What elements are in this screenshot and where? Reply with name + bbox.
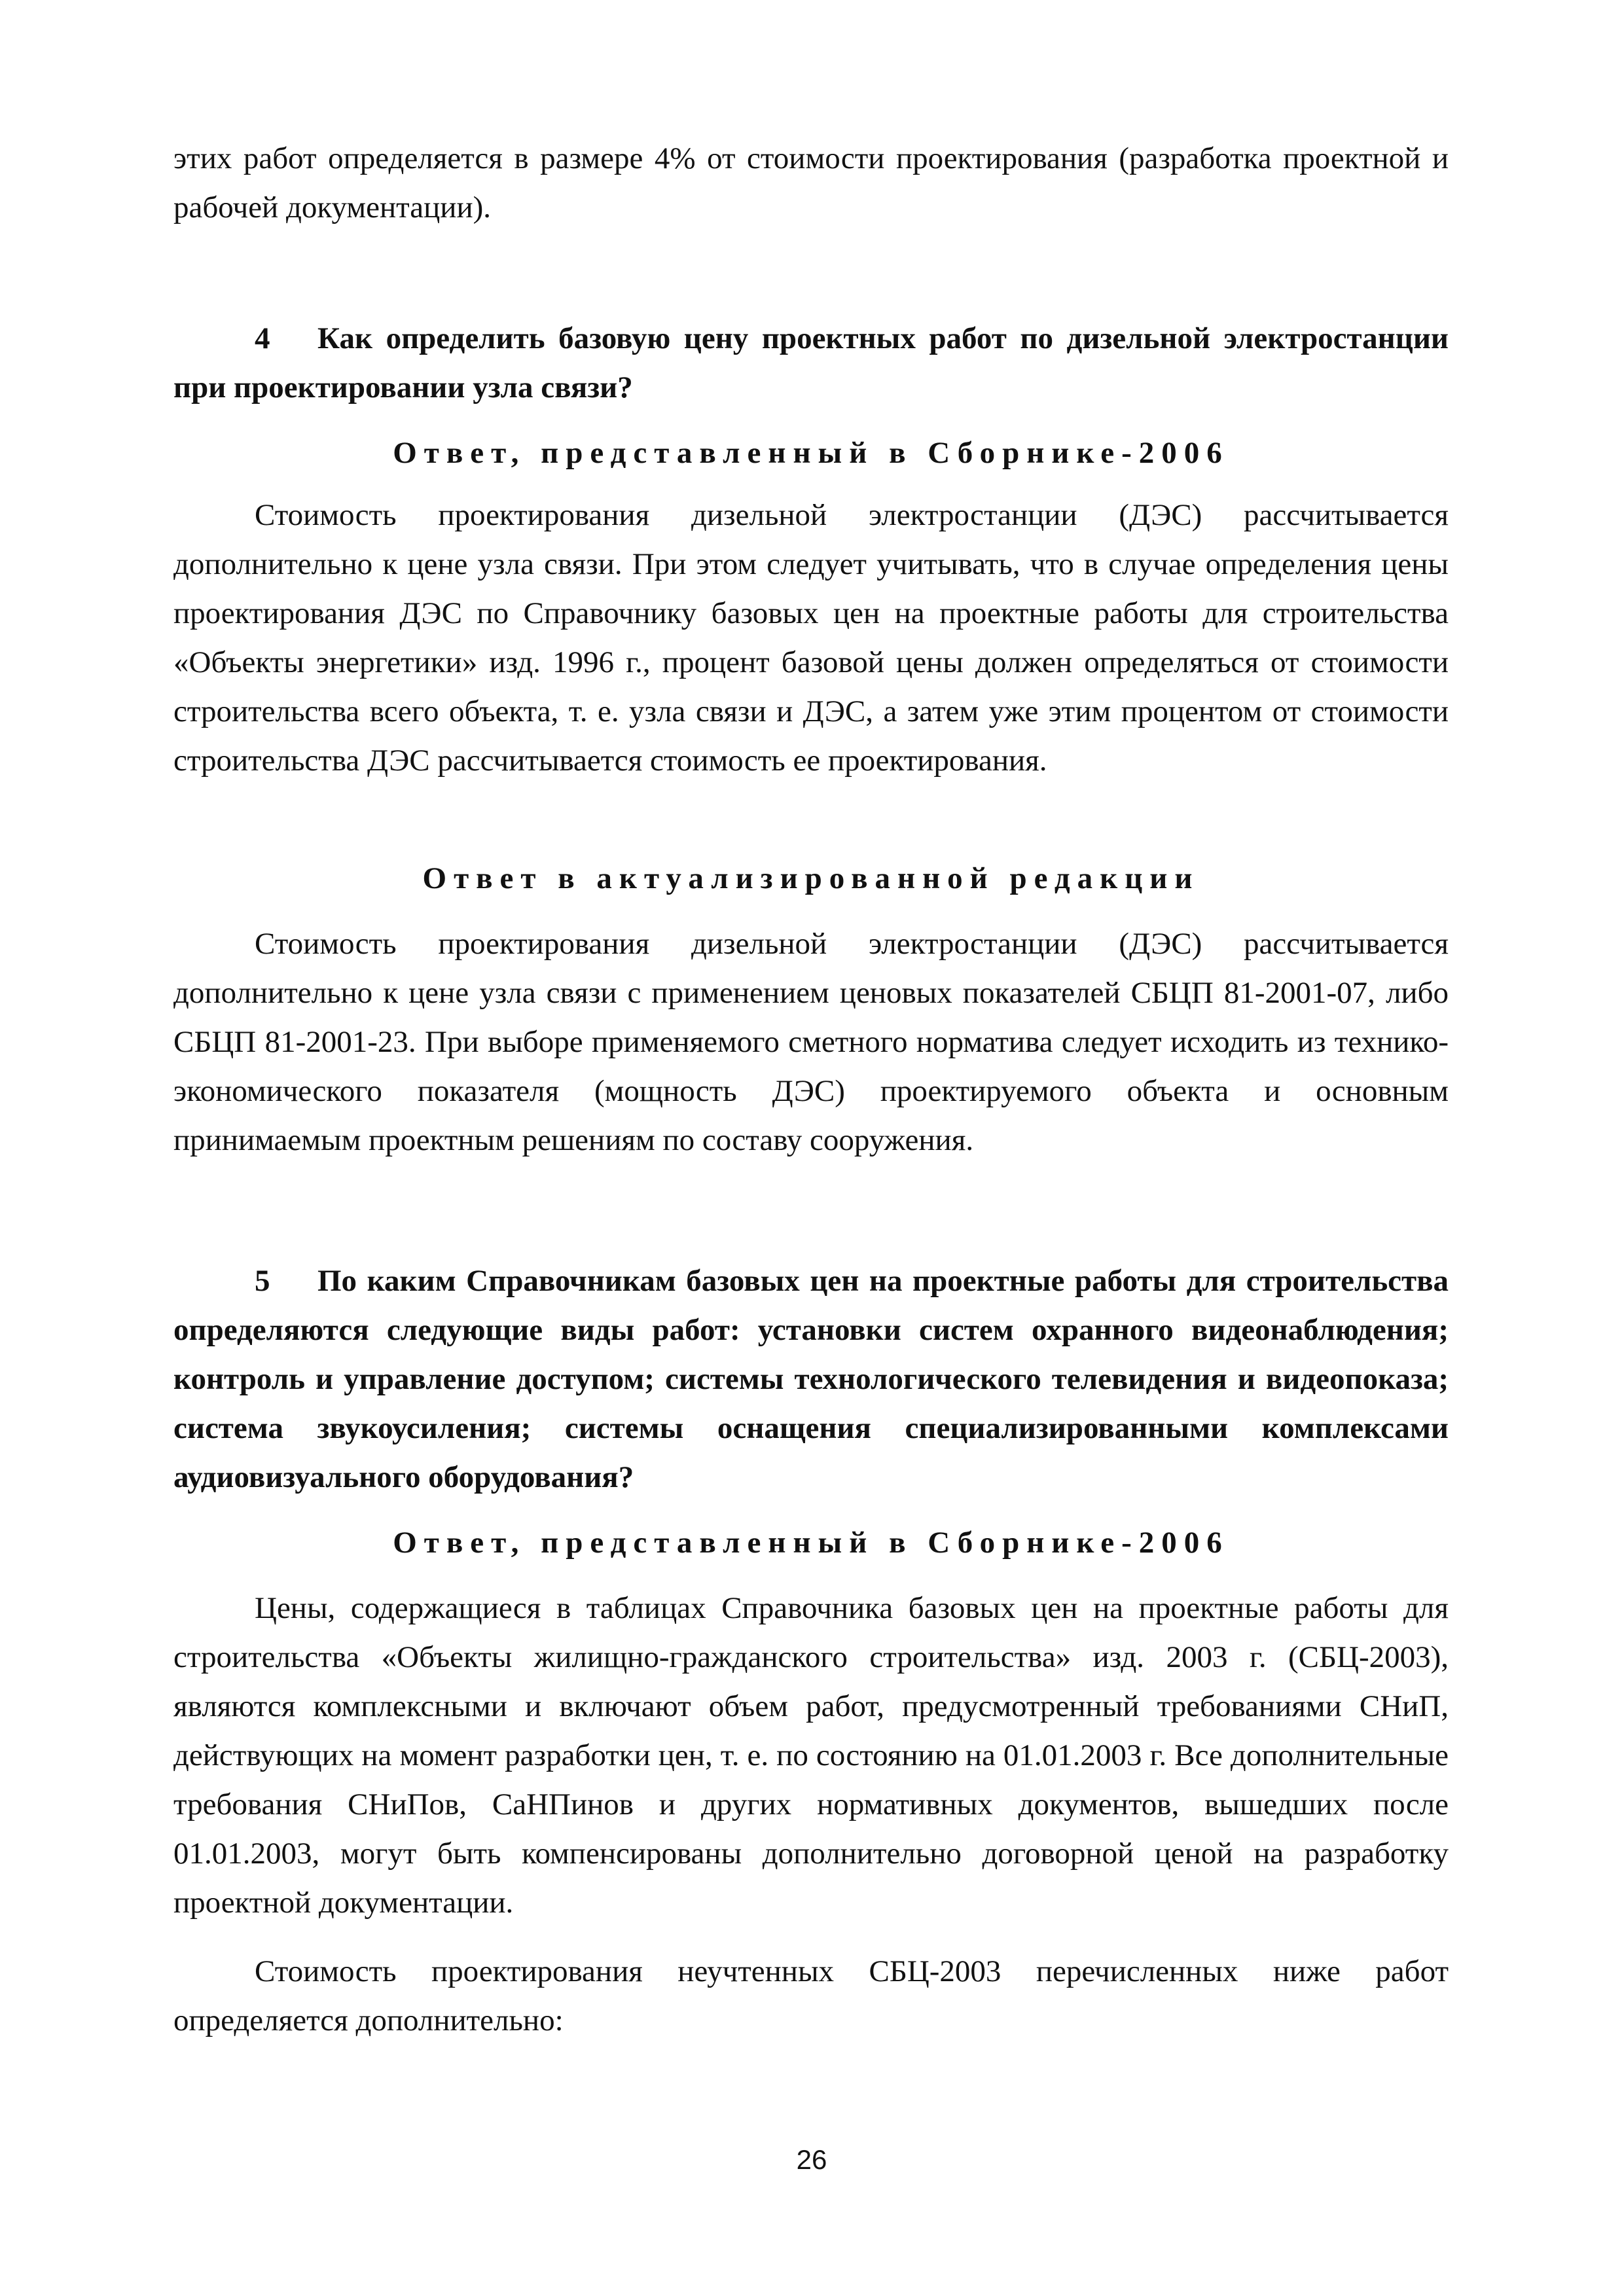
answer-2006-heading-q4: Ответ, представленный в Сборнике-2006 [393,436,1229,470]
intro-paragraph: этих работ определяется в размере 4% от стоимости проектирования (разработка проектной и рабочей документации). [173,141,1449,224]
question-5-text: По каким Справочникам базовых цен на проектные работы для строительства определяются следующие виды работ: установки систем охранного видеонаблюдения; контроль и управление доступом; системы технологического телевидения и видеопоказа; система звукоусиления; системы оснащения специализированными комплексами аудиовизуального оборудования? [173,1264,1449,1494]
answer-updated-heading-q4: Ответ в актуализированной редакции [422,861,1200,895]
answer-updated-q4-text: Стоимость проектирования дизельной электростанции (ДЭС) рассчитывается дополнительно к цене узла связи с применением ценовых показателей СБЦП 81-2001-07, либо СБЦП 81-2001-23. При выборе применяемого сметного норматива следует исходить из технико-экономического показателя (мощность ДЭС) проектируемого объекта и основным принимаемым проектным решениям по составу сооружения. [173,927,1449,1157]
answer-2006-q5-text-1: Цены, содержащиеся в таблицах Справочника базовых цен на проектные работы для строительства «Объекты жилищно-гражданского строительства» изд. 2003 г. (СБЦ-2003), являются комплексными и включают объем работ, предусмотренный требованиями СНиП, действующих на момент разработки цен, т. е. по состоянию на 01.01.2003 г. Все дополнительные требования СНиПов, СаНПинов и других нормативных документов, вышедших после 01.01.2003, могут быть компенсированы дополнительно договорной ценой на разработку проектной документации. [173,1591,1449,1920]
page-number: 26 [796,2144,827,2175]
question-5-number: 5 [255,1264,270,1298]
question-5-heading [173,1257,1449,1502]
question-4-heading [173,314,1449,412]
question-4-text: Как определить базовую цену проектных работ по дизельной электростанции при проектировании узла связи? [173,321,1449,404]
answer-2006-q5-text-2: Стоимость проектирования неучтенных СБЦ-2003 перечисленных ниже работ определяется дополнительно: [173,1954,1449,2037]
answer-2006-q4-text: Стоимость проектирования дизельной электростанции (ДЭС) рассчитывается дополнительно к цене узла связи. При этом следует учитывать, что в случае определения цены проектирования ДЭС по Справочнику базовых цен на проектные работы для строительства «Объекты энергетики» изд. 1996 г., процент базовой цены должен определяться от стоимости строительства всего объекта, т. е. узла связи и ДЭС, а затем уже этим процентом от стоимости строительства ДЭС рассчитывается стоимость ее проектирования. [173,498,1449,778]
question-4-number: 4 [255,321,270,355]
answer-2006-heading-q5: Ответ, представленный в Сборнике-2006 [393,1526,1229,1560]
